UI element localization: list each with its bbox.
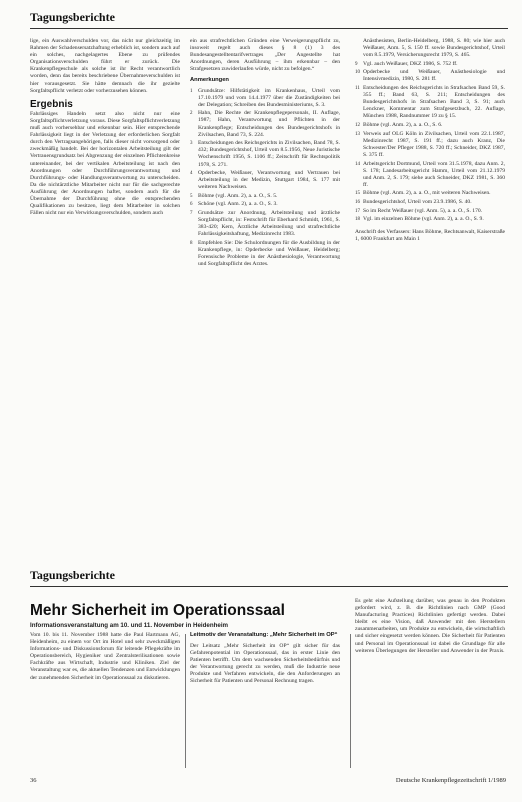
footnote <box>355 208 505 215</box>
footnote-number: 5 <box>190 193 193 199</box>
footnote-number: 16 <box>355 199 360 205</box>
column-1 <box>30 38 180 558</box>
author-address: Anschrift des Verfassers: Hans Böhme, Rechtsanwalt, Kaiserstraße 1, 6000 Frankfurt am Main 1 <box>355 229 505 243</box>
footnote-text: Entscheidungen des Reichsgerichts in Strafsachen Band 59, S. 355 ff.; Band 63, S. 211; Entscheidungen des Bundesgerichtshofs in Strafsachen Band 3, S. 91; auch Lenckner, Kommentar zum Strafgesetzbuch, 22. Auflage, München 1988, Randnummer 19 zu § 15. <box>363 85 505 120</box>
footnote <box>190 240 340 268</box>
footnote-text: Böhme (vgl. Anm. 2), a. a. O., mit weiteren Nachweisen. <box>363 190 491 197</box>
footnote-number: 6 <box>190 202 193 208</box>
paragraph: Es geht eine Aufstellung darüber, was genau in den Produkten gefordert wird, z. B. die Richtlinien nach GMP (Good Manufacturing Practices) Richtlinien gefertigt werden. Dabei bleibt es eine Vision, daß Anwender mit den Herstellern zusammenarbeiten, um Produkte zu entwickeln, die wirtschaftlich und sicher eingesetzt werden können. Die Sicherheit für Patienten und Personal im Operationssaal ist dabei die Grundlage für alle weiteren Überlegungen der Hersteller und Anwender in der Praxis. <box>355 598 505 654</box>
footnote-text: Vgl. auch Weißauer, DKZ 1986, S. 752 ff. <box>363 60 458 67</box>
footnote-text: Opderbecke und Weißauer, Anästhesiologie und Intensivmedizin, 1980, S. 281 ff. <box>363 69 505 83</box>
footnote <box>355 161 505 189</box>
footnote-text: Entscheidungen des Reichsgerichts in Zivilsachen, Band 78, S. 432; Bundesgerichtshof, Urteil vom 8.5.1956, Neue Juristische Wochenschrift 1956, S. 1106 ff.; Zeitschrift für Rechtspolitik 1978, S. 271. <box>198 140 340 168</box>
column-2 <box>190 38 340 558</box>
footnote-number: 18 <box>355 217 360 223</box>
footnote <box>190 140 340 168</box>
footnote-text: Anästhesisten, Berlin-Heidelberg, 1988, S. 80; wie hier auch Weißauer, Anm. 5, S. 150 ff. sowie Bundesgerichtshof, Urteil vom 8.5.1979, Versicherungsrecht 1979, S. 465. <box>363 38 505 59</box>
column-divider <box>350 634 351 768</box>
box-title: Leitmotiv der Veranstaltung: „Mehr Sicherheit im OP“ <box>190 632 338 638</box>
notes-heading: Anmerkungen <box>190 77 229 84</box>
footnote-text: Verweis auf OLG Köln in Zivilsachen, Urteil vom 22.1.1987, Medizinrecht 1987, S. 191 ff.; dazu auch Kranz, Die Schwester/Der Pfleger 1988, S. 720 ff.; Schneider, DKZ 1987, S. 375 ff. <box>363 130 505 158</box>
footnote-number: 8 <box>190 240 193 246</box>
footnote-text: Empfehlen Sie: Die Schulordnungen für die Ausbildung in der Krankenpflege, in: Opderbecke und Weißauer, Heidelberg; Forensische Probleme in der Anästhesiologie, Verantwortung und Sorgfaltspflicht des Arztes. <box>198 239 340 268</box>
footnote-text: Arbeitsgericht Dortmund, Urteil vom 31.5.1978, dazu Anm. 2, S. 178; Landesarbeitsgericht Hamm, Urteil vom 21.12.1979 und Anm. 2, S. 179; siehe auch Schneider, DKZ 1981, S. 360 ff. <box>363 160 505 188</box>
footnotes-list <box>190 88 340 269</box>
footnote <box>355 199 505 206</box>
footnote-number: 17 <box>355 208 360 214</box>
footnote <box>190 88 340 109</box>
footnote <box>355 38 505 59</box>
paragraph: Fahrlässiges Handeln setzt also nicht nur eine Sorgfaltspflichtverletzung voraus. Diese Sorgfaltspflichtverletzung muß auch vorhersehbar und erkennbar sein. Hier entsprechende Fahrlässigkeit liegt in der Verletzung der erforderlichen Sorgfalt durch den Vertragsangehörigen, falls dieser nicht vorsorgend oder zweckmäßig handelt. Bei der horizontalen Arbeitsteilung gilt der Vertrauensgrundsatz bei Abgrenzung der einzelnen Pflichtenkreise untereinander, bei der vertikalen Arbeitsteilung ist nach den Anordnungen oder Durchführungsverantwortung und Durchführungs- oder Handlungsverantwortung zu unterscheiden. Da die nichtärztliche Mitarbeiter nicht nur für die sachgerechte Ausführung der Anordnungen haftet, sondern auch für die Übernahme der Durchführung ohne die entsprechenden Qualifikationen zu besitzen, liegt dem Mitarbeiter in solchen Fällen nicht nur ein Verwirkungsverschulden, sondern auch <box>30 110 180 217</box>
footnote-number: 9 <box>355 61 358 67</box>
column-3 <box>355 38 505 558</box>
paragraph: lige, ein Auswahlverschulden vor, das nicht nur gleichzeitig im Rahmen der Schadensersatzhaftung erheblich ist, sondern auch auf ein solches, nachgelagertes Ebene zu prüfendes Organisationsverschulden führt er zurück. Die Krankenpflegeschule als solche ist ihr Recht verantwortlich worden, denn das bereits beschriebene Übernahmeverschulden ist hier vorausgesetzt. Sie hätte demnach die ihr gezielte Sorgfaltspflicht verletzt oder vorherzusehen können. <box>30 38 180 94</box>
footnote-number: 2 <box>190 111 193 117</box>
footnote-text: Grundsätze zur Anordnung, Arbeitsteilung und ärztliche Sorgfaltspflicht, in: Festschrift für Eberhard Schmidt, 1961, S. 383-420; Kern, Ärztliche Arbeitsteilung und strafrechtliche Fahrlässigkeitshaftung, Medizinrecht 1983. <box>198 210 340 238</box>
footnote <box>355 122 505 129</box>
header-rule <box>30 28 508 29</box>
footnote <box>190 110 340 138</box>
footnote <box>190 170 340 191</box>
section-header: Tagungsberichte <box>30 568 115 582</box>
footnote <box>355 131 505 159</box>
footnote-number: 14 <box>355 161 360 167</box>
footnote-number: 4 <box>190 171 193 177</box>
paragraph: Vom 10. bis 11. November 1988 hatte die Paul Hartmann AG, Heidenheim, zu einem vor Ort im Hotel und sehr zweckmäßigen Informations- und Diskussionsforum für leitende Pflegekräfte im Operationsbereich, Hygieniker und Zentralsterilisationen sowie Fachkräfte aus Wirtschaft, Industrie und Kliniken. Ziel der Veranstaltung war es, die aktuellen Tendenzen und Entwicklungen der zunehmenden Sicherheit im Operationssaal zu diskutieren. <box>30 632 180 681</box>
footnotes-list <box>355 38 505 223</box>
footnote <box>355 85 505 120</box>
footnote <box>190 201 340 208</box>
footnote-number: 15 <box>355 191 360 197</box>
footnote <box>190 210 340 238</box>
journal-name: Deutsche Krankenpflegezeitschrift 1/1989 <box>395 777 506 784</box>
footnote-text: Hahn, Die Rechte der Krankenpflegepersonals, II. Auflage, 1987; Hahn, Verantwortung und Pflichten in der Krankenpflege; Entscheidungen des Bundesgerichtshofs in Zivilsachen, Band 73, S. 224. <box>198 110 340 138</box>
article-subtitle: Informationsveranstaltung am 10. und 11. November in Heidenheim <box>30 622 229 629</box>
footnote-number: 11 <box>355 86 360 92</box>
footnote-text: Opderbecke, Weißauer, Verantwortung und Vertrauen bei Arbeitsteilung in der Medizin, Stuttgart 1984, S. 177 mit weiteren Nachweisen. <box>198 170 340 191</box>
footnote-number: 13 <box>355 131 360 137</box>
article-column-3 <box>355 598 505 772</box>
footnote-number: 10 <box>355 70 360 76</box>
section-heading-ergebnis: Ergebnis <box>30 98 73 110</box>
footnote <box>355 69 505 83</box>
paragraph: Der Leitsatz „Mehr Sicherheit im OP“ gilt sicher für das Gefahrenpotential im Operationssaal, das in erster Linie den Patienten betrifft. Um dem wachsenden Sicherheitsbedürfnis und der Verantwortung gerecht zu werden, muß die Industrie neue Produkte und Verfahren entwickeln, die den Anforderungen an Sicherheit für Patienten und Personal Rechnung tragen. <box>190 643 340 685</box>
page-number: 36 <box>30 777 37 784</box>
footnote-number <box>355 38 363 59</box>
footnote-number: 3 <box>190 141 193 147</box>
footnote-number: 12 <box>355 123 360 129</box>
footnote <box>355 216 505 223</box>
footnote-text: Schöne (vgl. Anm. 2), a. a. O., S. 3. <box>198 201 278 208</box>
footnote <box>190 193 340 200</box>
section-header: Tagungsberichte <box>30 10 115 24</box>
paragraph: ein aus strafrechtlichen Gründen eine Verweigerungspflicht zu, insoweit regelt auch dieses § 8 (1) 3 des Bundesangestelltentarifvertrages „Der Angestellte hat Anordnungen, deren Ausführung – ihm erkennbar – den Strafgesetzen zuwiderlaufen würde, nicht zu befolgen.“ <box>190 38 340 73</box>
article-column-1 <box>30 632 180 772</box>
footnote-text: Vgl. im einzelnen Böhme (vgl. Anm. 2), a. a. O., S. 9. <box>363 216 484 223</box>
footnote-text: Bundesgerichtshof, Urteil vom 23.9.1986, S. 40. <box>363 198 472 205</box>
header-rule <box>30 586 508 587</box>
footnote-text: Böhme (vgl. Anm. 2), a. a. O., S. 5. <box>198 192 278 199</box>
footnote-text: Böhme (vgl. Anm. 2), a. a. O., S. 6. <box>363 122 443 129</box>
footnote-number: 1 <box>190 88 193 94</box>
column-divider <box>185 634 186 768</box>
article-column-2 <box>190 632 340 772</box>
footnote <box>355 190 505 197</box>
footnote-text: Grundsätze: Hilfstätigkeit im Krankenhaus, Urteil vom 17.10.1979 und vom 14.4.1977 über die Zuständigkeiten bei der Delegation; Schreiben des Bundesministeriums, S. 3. <box>198 87 340 108</box>
footnote <box>355 61 505 68</box>
footnote-text: So im Recht Weißauer (vgl. Anm. 5), a. a. O., S. 170. <box>363 207 483 214</box>
article-title: Mehr Sicherheit im Operationssaal <box>30 602 285 619</box>
footnote-number: 7 <box>190 211 193 217</box>
